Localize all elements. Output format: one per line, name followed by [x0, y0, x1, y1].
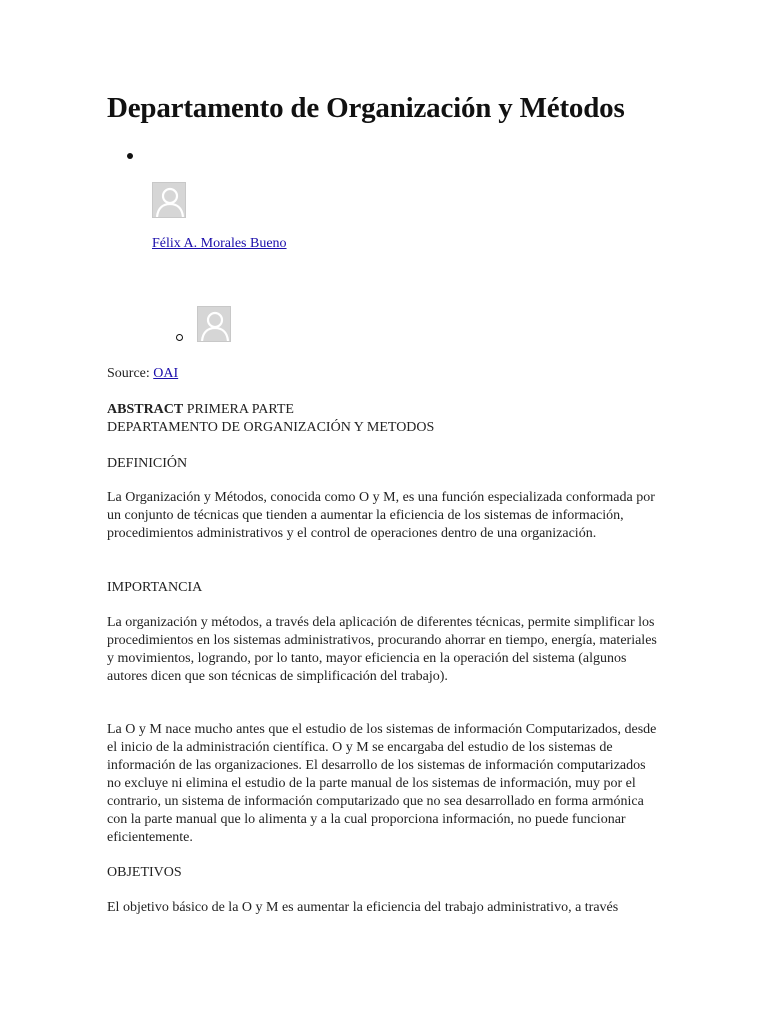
paragraph-historia: La O y M nace mucho antes que el estudio de los sistemas de información Computarizados, desde el inicio de la administración científica. O y M se encargaba del estudio de los sistemas de información de las organizaciones. El desarrollo de los sistemas de información computarizados no excluye ni elimina el estudio de la parte manual de los sistemas de información, muy por el contrario, un sistema de información computarizado que no sea desarrollado en forma armónica con la parte manual que lo alimenta y a la cual proporciona información, no puede funcionar eficientemente.	[107, 722, 657, 845]
author-link[interactable]: Félix A. Morales Bueno	[152, 236, 287, 251]
paragraph-definicion: La Organización y Métodos, conocida como O y M, es una función especializada conformada por un conjunto de técnicas que tienden a aumentar la eficiencia de los sistemas de información, procedimientos administrativos y el control de operaciones dentro de una organización.	[107, 490, 655, 541]
section-heading-definicion: DEFINICIÓN	[107, 456, 188, 471]
source-line	[107, 365, 663, 383]
page-title: Departamento de Organización y Métodos	[107, 92, 625, 124]
abstract-part: PRIMERA PARTE	[183, 402, 294, 417]
section-heading-objetivos: OBJETIVOS	[107, 865, 182, 880]
abstract-block	[107, 401, 663, 437]
paragraph-objetivos: El objetivo básico de la O y M es aumentar la eficiencia del trabajo administrativo, a través	[107, 900, 619, 915]
source-label: Source:	[107, 366, 154, 381]
section-heading-importancia: IMPORTANCIA	[107, 580, 203, 595]
user-placeholder-icon	[197, 306, 231, 342]
paragraph-importancia: La organización y métodos, a través dela aplicación de diferentes técnicas, permite simplificar los procedimientos en los sistemas administrativos, procurando ahorrar en tiempo, energía, materiales y movimientos, logrando, por lo tanto, mayor eficiencia en la operación del sistema (algunos autores dicen que son técnicas de simplificación del trabajo).	[107, 615, 657, 684]
section-heading: DEPARTAMENTO DE ORGANIZACIÓN Y METODOS	[107, 420, 435, 435]
user-placeholder-icon	[152, 182, 186, 218]
abstract-label: ABSTRACT	[107, 402, 184, 417]
list-bullet	[127, 153, 133, 159]
source-link[interactable]: OAI	[153, 366, 179, 381]
sublist-bullet	[176, 334, 183, 341]
